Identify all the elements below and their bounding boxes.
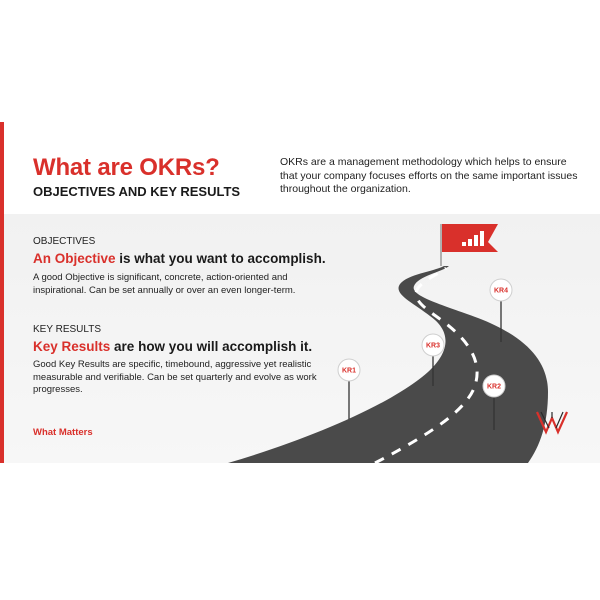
accent-bar <box>0 122 4 463</box>
intro-text: OKRs are a management methodology which helps to ensure that your company focuses efforts on the same important issues throughout the organization. <box>280 156 578 195</box>
key-results-body: Good Key Results are specific, timebound, aggressive yet realistic measurable and verifiable. Can be set quarterly and evolve as work progresses. <box>33 359 317 395</box>
brand-name: What Matters <box>33 427 93 438</box>
road-illustration <box>0 214 600 463</box>
slide-header <box>0 122 600 214</box>
kr4-label: KR4 <box>493 287 509 295</box>
objectives-heading-rest: is what you want to accomplish. <box>115 251 326 266</box>
page-subtitle: OBJECTIVES AND KEY RESULTS <box>33 184 241 199</box>
page-title: What are OKRs? <box>33 154 220 181</box>
objectives-body: A good Objective is significant, concrete, action-oriented and inspirational. Can be set annually or over an even longer-term. <box>33 272 296 296</box>
kr2-label: KR2 <box>486 383 502 391</box>
key-results-heading-rest: are how you will accomplish it. <box>110 339 313 354</box>
kr3-label: KR3 <box>425 342 441 350</box>
objectives-label: OBJECTIVES <box>33 236 96 247</box>
key-results-heading-highlight: Key Results <box>33 339 111 354</box>
okr-slide <box>0 122 600 463</box>
key-results-label: KEY RESULTS <box>33 324 101 335</box>
goal-flag <box>441 224 498 266</box>
objectives-heading-highlight: An Objective <box>33 251 116 266</box>
slide-content <box>0 214 600 463</box>
kr1-label: KR1 <box>341 367 357 375</box>
kr-marker-1 <box>338 359 360 419</box>
